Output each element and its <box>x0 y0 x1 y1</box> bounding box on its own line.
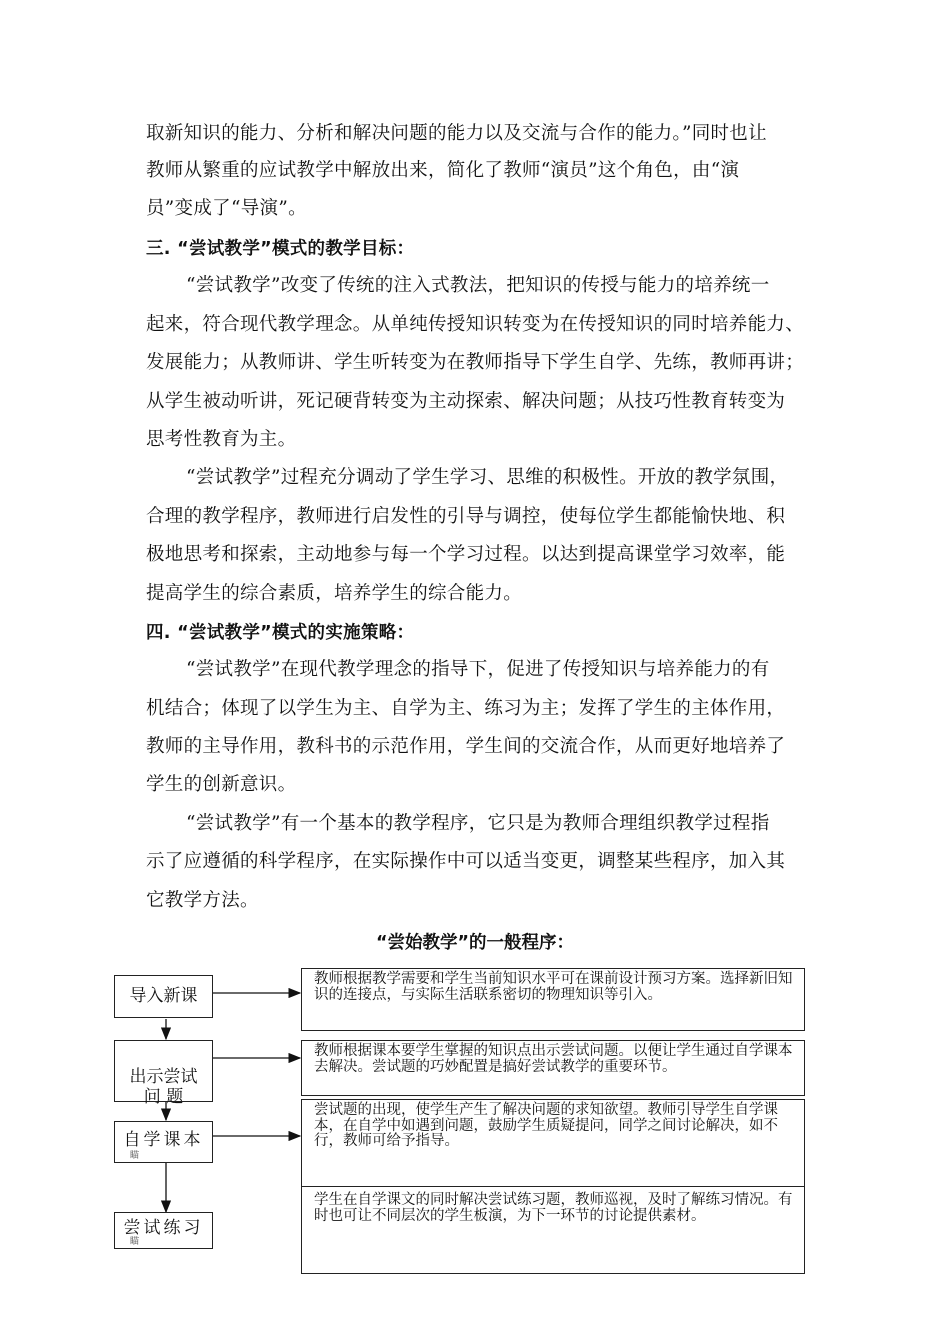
paragraph-line: “尝试教学”过程充分调动了学生学习、思维的积极性。开放的教学氛围， <box>186 467 789 488</box>
paragraph-line: 机结合；体现了以学生为主、自学为主、练习为主；发挥了学生的主体作用， <box>146 698 786 719</box>
paragraph-line: 员”变成了“导演”。 <box>146 198 307 219</box>
step-label: 出示尝试 问 题 <box>129 1067 198 1107</box>
description-text: 教师根据课本要学生掌握的知识点出示尝试问题。以便让学生通过自学课本去解决。尝试题的巧妙配置是搞好尝试教学的重要环节。 <box>314 1043 793 1075</box>
step-box-practice <box>114 1212 213 1249</box>
paragraph-line: “尝试教学”改变了传统的注入式教法，把知识的传授与能力的培养统一 <box>186 275 770 296</box>
paragraph-line: 取新知识的能力、分析和解决问题的能力以及交流与合作的能力。”同时也让 <box>146 123 767 144</box>
paragraph-line: 学生的创新意识。 <box>146 774 297 795</box>
paragraph-line: 发展能力；从教师讲、学生听转变为在教师指导下学生自学、先练，教师再讲； <box>146 352 805 373</box>
step-label: 自学课本 <box>123 1130 204 1150</box>
paragraph-line: 它教学方法。 <box>146 890 259 911</box>
paragraph-line: 思考性教育为主。 <box>146 429 297 450</box>
paragraph-line: 示了应遵循的科学程序，在实际操作中可以适当变更，调整某些程序，加入其 <box>146 851 786 872</box>
paragraph-line: “尝试教学”在现代教学理念的指导下，促进了传授知识与培养能力的有 <box>186 659 770 680</box>
step-box-show-problem <box>114 1040 213 1107</box>
flowchart-title: “尝始教学”的一般程序： <box>375 933 574 953</box>
paragraph-line: 教师从繁重的应试教学中解放出来，简化了教师“演员”这个角色，由“演 <box>146 160 740 181</box>
step-mark: 瞄 <box>130 1151 140 1161</box>
description-box-show-problem <box>301 1040 805 1096</box>
paragraph-line: 从学生被动听讲，死记硬背转变为主动探索、解决问题；从技巧性教育转变为 <box>146 391 786 412</box>
description-text: 学生在自学课文的同时解决尝试练习题，教师巡视，及时了解练习情况。有时也可让不同层次的学生板演，为下一环节的讨论提供素材。 <box>314 1192 793 1224</box>
paragraph-line: 合理的教学程序，教师进行启发性的引导与调控，使每位学生都能愉快地、积 <box>146 506 786 527</box>
description-box-self-study <box>301 1099 805 1187</box>
step-label: 尝试练习 <box>123 1218 204 1238</box>
step-box-intro <box>114 975 213 1018</box>
description-box-practice <box>301 1186 805 1274</box>
step-label: 导入新课 <box>129 986 198 1006</box>
step-box-self-study <box>114 1121 213 1163</box>
section-heading: 四. “尝试教学”模式的实施策略： <box>146 623 415 643</box>
description-box-intro <box>301 968 805 1031</box>
section-heading: 三. “尝试教学”模式的教学目标： <box>146 239 415 259</box>
description-text: 教师根据教学需要和学生当前知识水平可在课前设计预习方案。选择新旧知识的连接点，与实际生活联系密切的物理知识等引入。 <box>314 971 793 1003</box>
paragraph-line: 极地思考和探索，主动地参与每一个学习过程。以达到提高课堂学习效率，能 <box>146 544 786 565</box>
paragraph-line: “尝试教学”有一个基本的教学程序，它只是为教师合理组织教学过程指 <box>186 813 770 834</box>
paragraph-line: 起来，符合现代教学理念。从单纯传授知识转变为在传授知识的同时培养能力、 <box>146 314 805 335</box>
paragraph-line: 提高学生的综合素质，培养学生的综合能力。 <box>146 583 523 604</box>
description-text: 尝试题的出现，使学生产生了解决问题的求知欲望。教师引导学生自学课本，在自学中如遇到问题，鼓励学生质疑提问，同学之间讨论解决，如不行，教师可给予指导。 <box>314 1102 778 1149</box>
step-mark: 瞄 <box>130 1237 140 1247</box>
paragraph-line: 教师的主导作用，教科书的示范作用，学生间的交流合作，从而更好地培养了 <box>146 736 786 757</box>
